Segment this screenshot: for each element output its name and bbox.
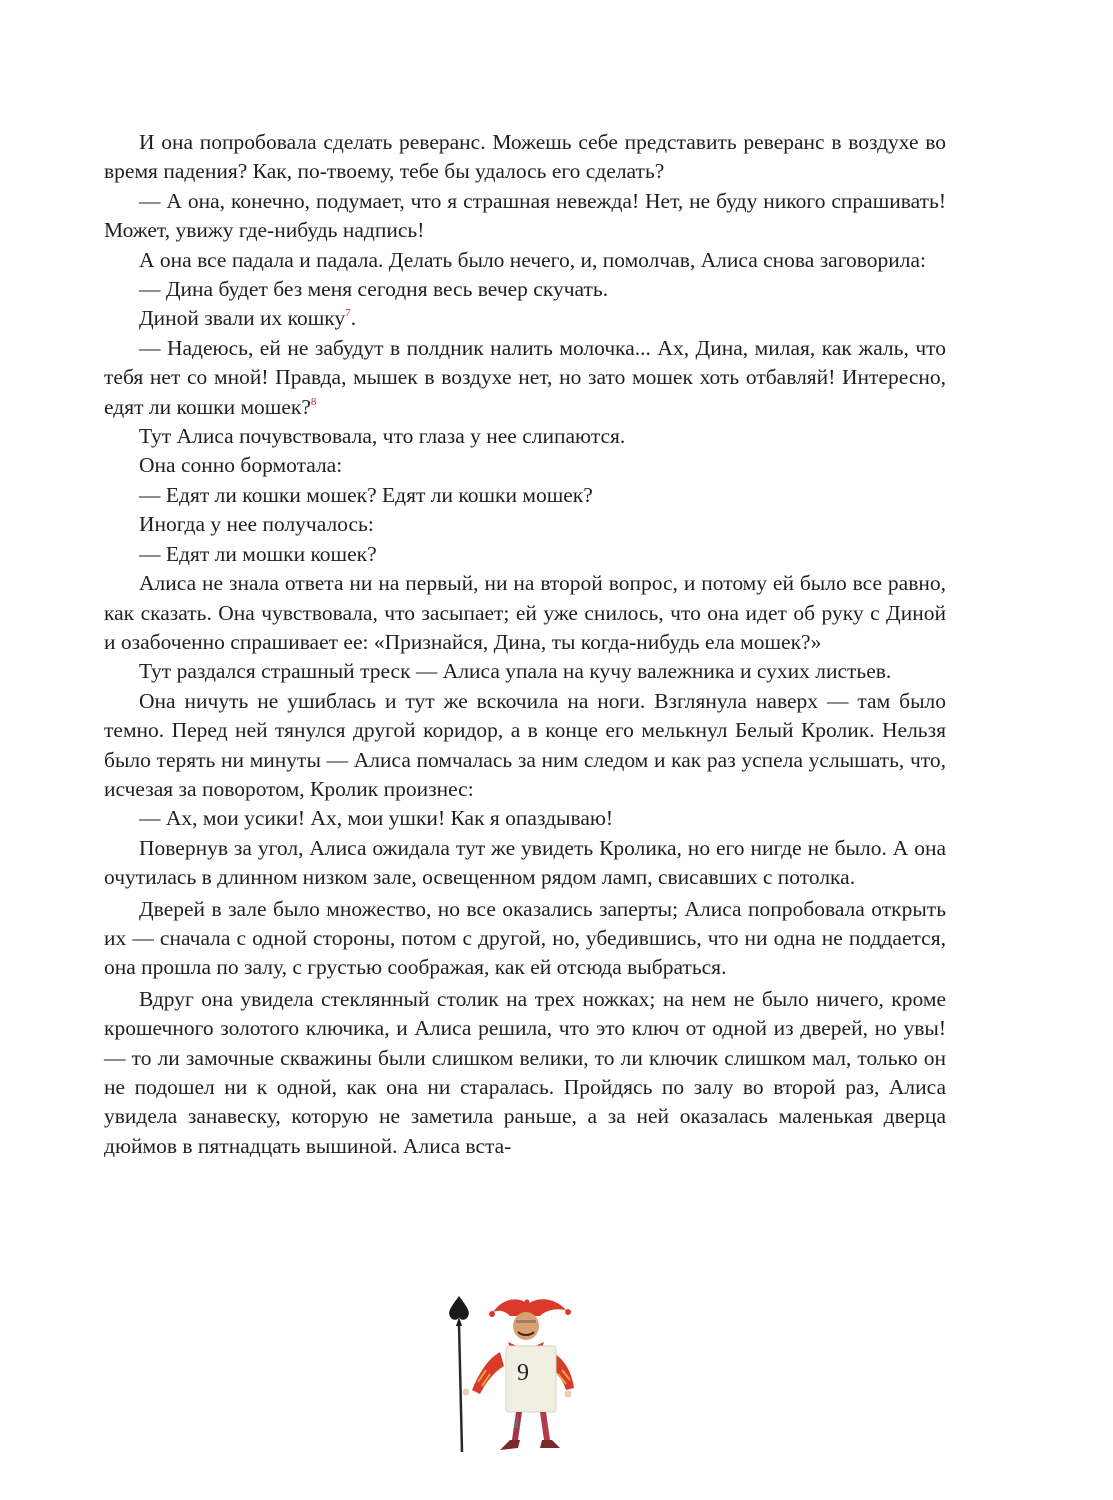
jester-left-arm [472, 1352, 504, 1394]
footnote-marker-7[interactable]: 7 [345, 307, 351, 320]
paragraph: Иногда у нее получалось: [139, 512, 374, 537]
spear-shaft [459, 1324, 462, 1452]
paragraph: И она попробовала сделать реверанс. Можешь себе представить реверанс в воздухе во время падения? Как, по-твоему, тебе бы удалось его сделать? [104, 130, 946, 184]
paragraph: Повернув за угол, Алиса ожидала тут же увидеть Кролика, но его нигде не было. А она очутилась в длинном низком зале, освещенном рядом ламп, свисавших с потолка. [104, 835, 946, 890]
paragraph: — Едят ли кошки мошек? Едят ли кошки мошек? [139, 482, 593, 507]
paragraph: — Ах, мои усики! Ах, мои ушки! Как я опаздываю! [139, 806, 614, 831]
paragraph: А она все падала и падала. Делать было нечего, и, помолчав, Алиса снова заговорила: [139, 247, 927, 272]
spade-icon [449, 1296, 469, 1326]
paragraph: Диной звали их кошку$^7$. [139, 306, 357, 331]
paragraph: Дверей в зале было множество, но все оказались заперты; Алиса попробовала открыть их — сначала с одной стороны, потом с другой, но, убедившись, что ни одна не поддается, она прошла по залу, с грустью соображая, как ей отсюда выбраться. [104, 896, 946, 980]
jester-left-shoe [500, 1440, 520, 1450]
paragraph: — А она, конечно, подумает, что я страшная невежда! Нет, не буду никого спрашивать! Может, увижу где-нибудь надпись! [104, 188, 946, 243]
paragraph: — Дина будет без меня сегодня весь вечер скучать. [139, 277, 609, 302]
footnote-marker-8[interactable]: 8 [310, 395, 317, 408]
jester-right-shoe [540, 1440, 560, 1448]
paragraph: Она ничуть не ушиблась и тут же вскочила на ноги. Взглянула наверх — там было темно. Перед ней тянулся другой коридор, а в конце его мелькнул Белый Кролик. Нельзя было терять ни минуты — Алиса помчалась за ним следом и как раз успела услышать, что, исчезая за поворотом, Кролик произнес: [104, 688, 946, 801]
paragraph: Вдруг она увидела стеклянный столик на трех ножках; на нем не было ничего, кроме крошечного золотого ключика, и Алиса решила, что это ключ от одной из дверей, но увы! — то ли замочные скважины были слишком велики, то ли ключик слишком мал, только он не подошел ни к одной, как она ни старалась. Пройдясь по залу во второй раз, Алиса увидела занавеску, которую не заметила раньше, а за ней оказалась маленькая дверца дюймов в пятнадцать вышиной. Алиса вста- [104, 986, 946, 1158]
paragraph: Тут раздался страшный треск — Алиса упала на кучу валежника и сухих листьев. [139, 659, 892, 684]
paragraph: Тут Алиса почувствовала, что глаза у нее слипаются. [139, 424, 626, 449]
paragraph: — Надеюсь, ей не забудут в полдник налить молочка... Ах, Дина, милая, как жаль, что тебя нет со мной! Правда, мышек в воздухе нет, но зато мошек хоть отбавляй! Интересно, едят ли кошки мошек?$^8$ [104, 335, 946, 419]
page-number: 9 [517, 1360, 529, 1386]
jester-right-leg [540, 1412, 550, 1440]
paragraph: Она сонно бормотала: [139, 453, 343, 478]
paragraph: Алиса не знала ответа ни на первый, ни на второй вопрос, и потому ей было все равно, как сказать. Она чувствовала, что засыпает; ей уже снилось, что она идет об руку с Диной и озабоченно спрашивает ее: «Признайся, Дина, ты когда-нибудь ела мошек?» [104, 571, 946, 654]
paragraph: — Едят ли мошки кошек? [139, 541, 377, 566]
page-body [104, 128, 946, 1161]
